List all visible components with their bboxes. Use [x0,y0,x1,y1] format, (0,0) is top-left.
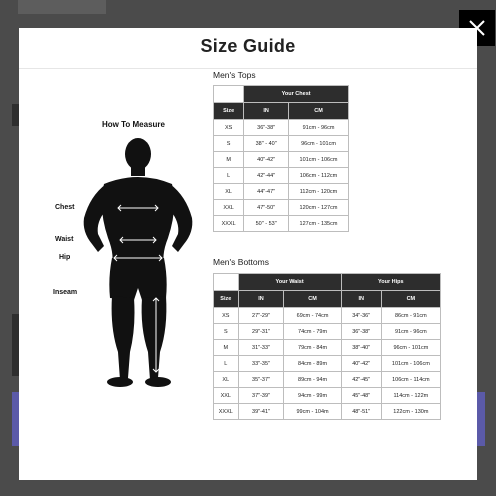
table-cell-cm: 106cm - 112cm [289,168,349,184]
table-cell-in: 50" - 53" [244,216,289,232]
inseam-label: Inseam [53,289,78,296]
tops-cm-header: CM [289,103,349,120]
table-cell-w-cm: 89cm - 94m [284,372,341,388]
table-row [214,136,349,152]
table-cell-h-in: 48"-51" [341,404,381,420]
mens-tops-title: Men's Tops [213,70,256,80]
table-cell-cm: 91cm - 96cm [289,120,349,136]
table-cell-size: M [214,340,239,356]
table-cell-cm: 120cm - 127cm [289,200,349,216]
table-cell-w-in: 31"-33" [238,340,284,356]
table-cell-h-cm: 86cm - 91cm [381,308,440,324]
bottoms-size-header: Size [214,291,239,308]
table-cell-cm: 101cm - 106cm [289,152,349,168]
table-cell-size: XXXL [214,216,244,232]
table-cell-size: XS [214,120,244,136]
mens-bottoms-table [213,273,441,420]
table-cell-size: S [214,324,239,340]
table-cell-in: 40"-42" [244,152,289,168]
table-cell-size: XL [214,372,239,388]
bottoms-hips-in-header: IN [341,291,381,308]
table-cell-size: L [214,356,239,372]
table-cell-w-cm: 69cm - 74cm [284,308,341,324]
mens-bottoms-title: Men's Bottoms [213,257,269,267]
table-cell-w-in: 33"-35" [238,356,284,372]
table-row [214,120,349,136]
table-cell-w-in: 39"-41" [238,404,284,420]
mens-tops-table [213,85,349,232]
table-cell-h-in: 36"-38" [341,324,381,340]
table-cell-in: 44"-47" [244,184,289,200]
modal-title: Size Guide [200,36,296,56]
table-cell-size: XS [214,308,239,324]
table-row [214,340,441,356]
tops-in-header: IN [244,103,289,120]
table-cell-h-cm: 122cm - 130m [381,404,440,420]
table-cell-size: M [214,152,244,168]
bottoms-corner [214,274,239,291]
title-divider [19,68,477,69]
table-cell-size: XL [214,184,244,200]
table-row [214,324,441,340]
table-row [214,356,441,372]
table-cell-size: S [214,136,244,152]
table-cell-w-cm: 94cm - 99m [284,388,341,404]
table-cell-in: 36"-38" [244,120,289,136]
table-cell-w-in: 29"-31" [238,324,284,340]
table-row [214,308,441,324]
size-guide-modal [19,28,477,480]
table-row [214,168,349,184]
table-cell-in: 38" - 40" [244,136,289,152]
tops-group-header: Your Chest [244,86,349,103]
table-cell-h-cm: 114cm - 122m [381,388,440,404]
bottoms-waist-cm-header: CM [284,291,341,308]
table-cell-h-in: 40"-42" [341,356,381,372]
chest-label: Chest [55,204,75,211]
table-cell-w-cm: 74cm - 79m [284,324,341,340]
table-cell-h-cm: 96cm - 101cm [381,340,440,356]
table-row [214,184,349,200]
table-cell-w-in: 35"-37" [238,372,284,388]
table-cell-cm: 127cm - 135cm [289,216,349,232]
table-cell-h-in: 34"-36" [341,308,381,324]
bottoms-waist-in-header: IN [238,291,284,308]
how-to-measure-title: How To Measure [102,120,165,129]
table-cell-w-in: 37"-39" [238,388,284,404]
table-cell-w-cm: 84cm - 89m [284,356,341,372]
body-silhouette-figure [74,138,199,388]
tops-size-header: Size [214,103,244,120]
bottoms-hips-header: Your Hips [341,274,440,291]
table-cell-size: XXL [214,200,244,216]
bottoms-hips-cm-header: CM [381,291,440,308]
table-cell-size: XXXL [214,404,239,420]
waist-label: Waist [55,236,74,243]
table-cell-size: XXL [214,388,239,404]
table-cell-h-cm: 106cm - 114cm [381,372,440,388]
table-cell-w-cm: 99cm - 104m [284,404,341,420]
table-row [214,404,441,420]
table-cell-h-in: 45"-48" [341,388,381,404]
table-row [214,372,441,388]
table-row [214,388,441,404]
table-cell-h-in: 38"-40" [341,340,381,356]
table-cell-in: 42"-44" [244,168,289,184]
table-row [214,216,349,232]
table-cell-w-in: 27"-29" [238,308,284,324]
table-cell-h-in: 42"-45" [341,372,381,388]
table-cell-in: 47"-50" [244,200,289,216]
tops-corner [214,86,244,103]
hip-label: Hip [59,254,71,261]
bottoms-waist-header: Your Waist [238,274,341,291]
table-cell-w-cm: 79cm - 84m [284,340,341,356]
table-cell-cm: 96cm - 101cm [289,136,349,152]
table-row [214,200,349,216]
background-image [18,0,106,14]
table-cell-cm: 112cm - 120cm [289,184,349,200]
table-cell-h-cm: 101cm - 106cm [381,356,440,372]
table-cell-h-cm: 91cm - 96cm [381,324,440,340]
background-button [477,392,485,446]
table-cell-size: L [214,168,244,184]
table-row [214,152,349,168]
